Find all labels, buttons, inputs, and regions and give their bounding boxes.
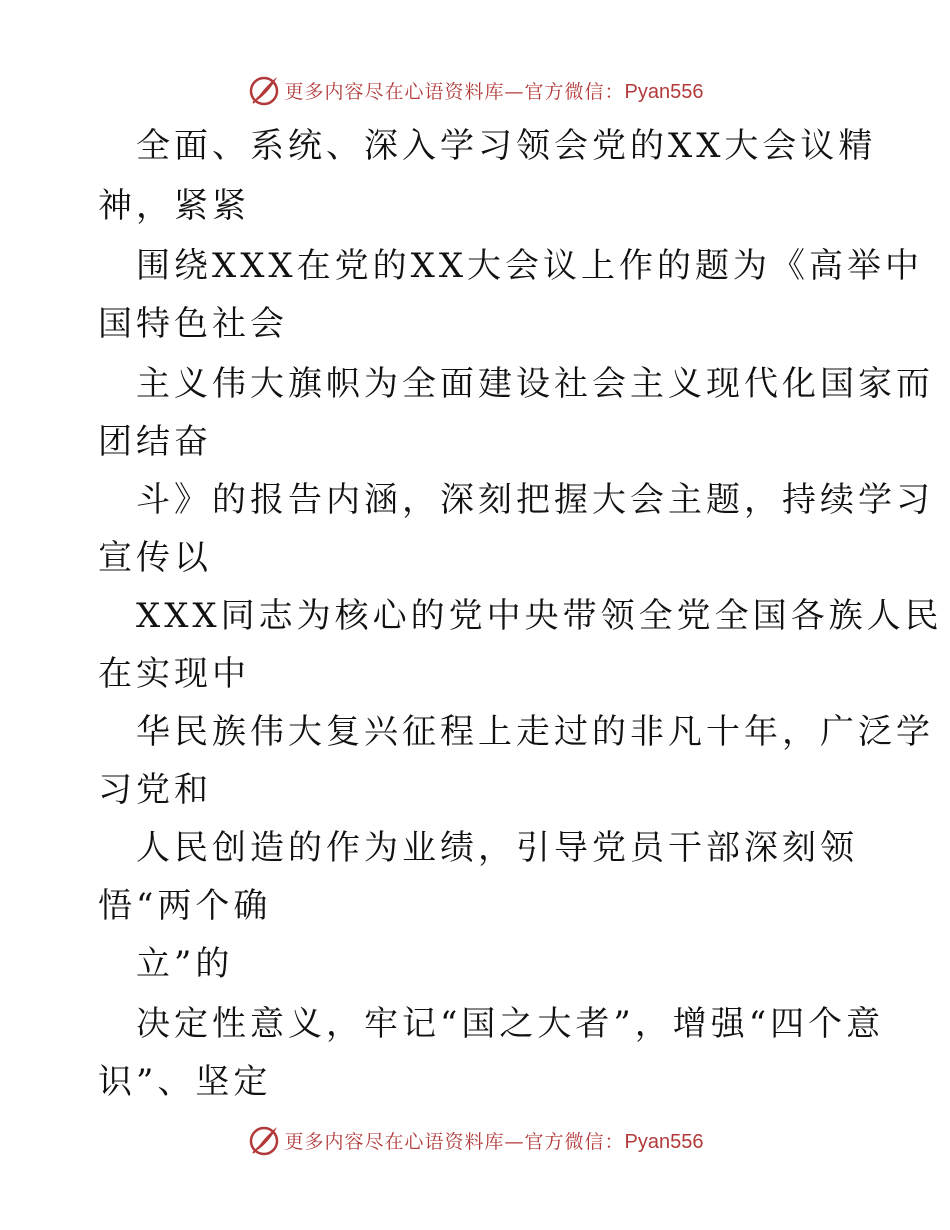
text-line: 国特色社会 bbox=[98, 304, 288, 344]
text-line: 悟“两个确 bbox=[98, 886, 272, 926]
text-line: 团结奋 bbox=[98, 422, 212, 462]
text-line: 神，紧紧 bbox=[98, 186, 250, 226]
text-line: 在实现中 bbox=[98, 654, 250, 694]
text-line: 习党和 bbox=[98, 770, 212, 810]
text-line: 主义伟大旗帜为全面建设社会主义现代化国家而 bbox=[136, 364, 934, 404]
watermark-text: 更多内容尽在心语资料库—官方微信：Pyan556 bbox=[284, 1130, 704, 1153]
text-line: 斗》的报告内涵，深刻把握大会主题，持续学习 bbox=[136, 480, 934, 520]
text-line: 人民创造的作为业绩，引导党员干部深刻领 bbox=[136, 828, 858, 868]
text-line: 宣传以 bbox=[98, 538, 212, 578]
text-line: 决定性意义，牢记“国之大者”，增强“四个意 bbox=[136, 1004, 885, 1044]
text-line: 识”、坚定 bbox=[98, 1062, 272, 1102]
text-line: 立”的 bbox=[136, 944, 234, 984]
header-watermark bbox=[0, 70, 950, 110]
text-line: 华民族伟大复兴征程上走过的非凡十年，广泛学 bbox=[136, 712, 934, 752]
feather-pen-logo-icon bbox=[247, 1123, 281, 1157]
text-line: 围绕XXX在党的XX大会议上作的题为《高举中 bbox=[136, 246, 924, 286]
feather-pen-logo-icon bbox=[247, 73, 281, 107]
text-line: XXX同志为核心的党中央带领全党全国各族人民 bbox=[136, 596, 943, 636]
text-line: 全面、系统、深入学习领会党的XX大会议精 bbox=[136, 126, 877, 166]
footer-watermark bbox=[0, 1120, 950, 1160]
watermark-text: 更多内容尽在心语资料库—官方微信：Pyan556 bbox=[284, 80, 704, 103]
